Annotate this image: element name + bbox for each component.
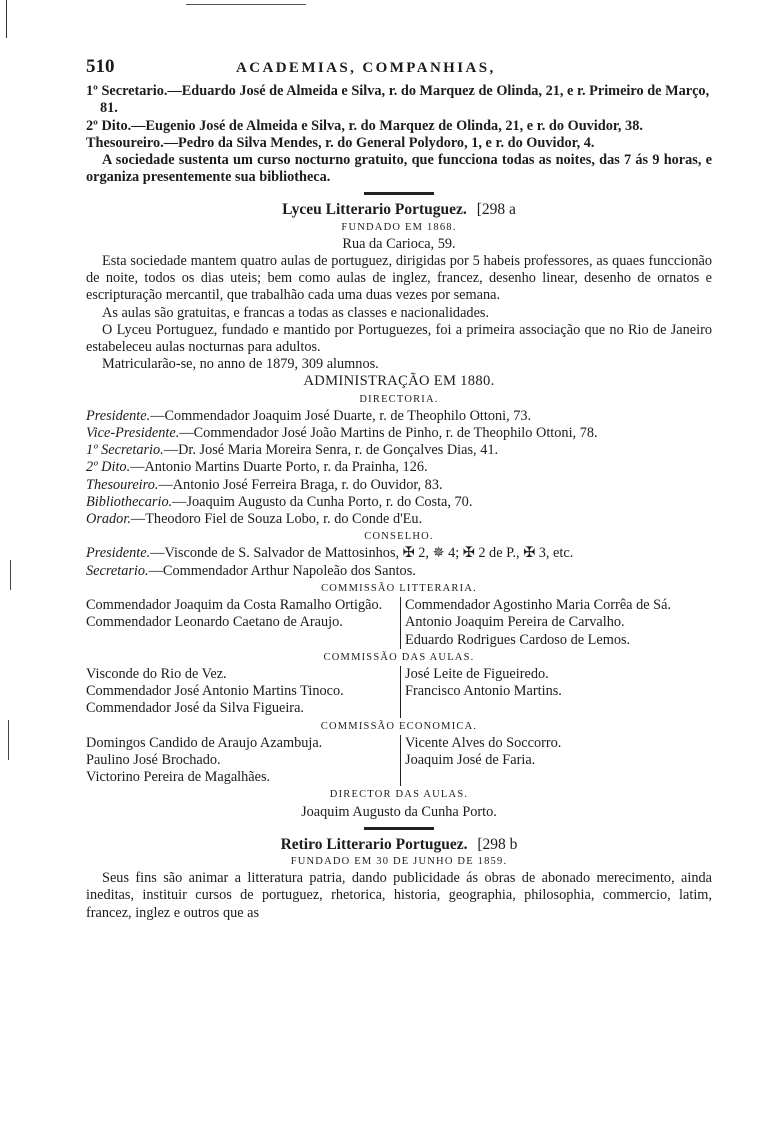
member-line: [86, 477, 712, 494]
page-header: [86, 58, 712, 77]
document-page: [86, 58, 712, 922]
institution-name: Lyceu Litterario Portuguez.: [282, 201, 467, 219]
page-edge-mark: [6, 0, 7, 38]
member-name: Visconde do Rio de Vez.: [86, 665, 227, 682]
institution-name: Retiro Litterario Portuguez.: [280, 835, 468, 853]
member-name: Francisco Antonio Martins.: [405, 683, 562, 700]
member-text: —Theodoro Fiel de Souza Lobo, r. do Conde d'Eu.: [130, 511, 423, 528]
member-line: [86, 563, 712, 580]
member-line: [86, 511, 712, 528]
entry-line: 1º Secretario.—Eduardo José de Almeida e Silva, r. do Marquez de Olinda, 21, e r. Primeiro de Março, 81.: [86, 83, 710, 117]
member-text: —Dr. José Maria Moreira Senra, r. de Gonçalves Dias, 41.: [163, 442, 499, 459]
entry-line: 2º Dito.—Eugenio José de Almeida e Silva, r. do Marquez de Olinda, 21, e r. do Ouvidor, 38.: [86, 117, 643, 134]
directoria-heading: DIRECTORIA.: [359, 393, 439, 405]
paragraph: Esta sociedade mantem quatro aulas de portuguez, dirigidas por 5 habeis professores, as quaes funccionão de noite, todos os dias uteis; bem como aulas de inglez, francez, desenho linear, desenho de ornatos e escripturação mercantil, que trabalhão cada uma duas vezes por semana.: [86, 253, 712, 304]
member-name: José Leite de Figueiredo.: [405, 665, 549, 682]
member-text: —Commendador Arthur Napoleão dos Santos.: [148, 562, 416, 579]
paragraph: O Lyceu Portuguez, fundado e mantido por Portuguezes, foi a primeira associação que no Rio de Janeiro estabeleceu aulas nocturnas para adultos.: [86, 321, 712, 356]
conselho-list: [86, 545, 712, 579]
member-line: [86, 545, 712, 562]
member-role: Thesoureiro.: [86, 476, 159, 493]
column-left: [86, 735, 401, 787]
paragraph: Seus fins são animar a litteratura patria, dando publicidade ás obras de abonado merecimento, ainda ineditas, instituir cursos de portuguez, rhetorica, historia, geographia, philosophia, commercio, latim, francez, inglez e outros que as: [86, 870, 712, 921]
paragraph: As aulas são gratuitas, e francas a todas as classes e nacionalidades.: [102, 304, 490, 321]
institution-code: [298 b: [477, 835, 518, 853]
member-text: —Commendador José João Martins de Pinho, r. de Theophilo Ottoni, 78.: [179, 425, 598, 442]
page-edge-mark: [8, 720, 9, 760]
member-name: Domingos Candido de Araujo Azambuja.: [86, 734, 323, 751]
member-name: Commendador Agostinho Maria Corrêa de Sá.: [405, 597, 672, 614]
administration-heading: ADMINISTRAÇÃO EM 1880.: [303, 373, 495, 390]
institution-title: [86, 836, 712, 853]
entry-line: Thesoureiro.—Pedro da Silva Mendes, r. do General Polydoro, 1, e r. do Ouvidor, 4.: [86, 134, 595, 151]
member-role: 1º Secretario.: [86, 442, 164, 459]
member-line: [86, 408, 712, 425]
column-right: [401, 735, 712, 787]
page-edge-mark: [10, 560, 11, 590]
member-name: Commendador José Antonio Martins Tinoco.: [86, 683, 344, 700]
member-text: —Visconde de S. Salvador de Mattosinhos, ✠ 2, ✵ 4; ✠ 2 de P., ✠ 3, etc.: [150, 545, 574, 562]
institution-title: [86, 201, 712, 218]
section-rule: [364, 192, 434, 195]
section-rule: [364, 827, 434, 830]
founded-line: FUNDADO EM 30 DE JUNHO DE 1859.: [290, 855, 508, 867]
member-line: [86, 442, 712, 459]
column-right: [401, 666, 712, 718]
paragraph: Matricularão-se, no anno de 1879, 309 alumnos.: [102, 356, 379, 373]
member-text: —Joaquim Augusto da Cunha Porto, r. do Costa, 70.: [172, 493, 473, 510]
running-title: ACADEMIAS, COMPANHIAS,: [236, 60, 496, 76]
aulas-heading: COMMISSÃO DAS AULAS.: [323, 651, 475, 663]
column-left: [86, 597, 401, 649]
member-name: Victorino Pereira de Magalhães.: [86, 769, 271, 786]
column-right: [401, 597, 712, 649]
address-line: Rua da Carioca, 59.: [342, 235, 456, 252]
economica-columns: [86, 735, 712, 787]
member-line: [86, 425, 712, 442]
institution-code: [298 a: [476, 201, 516, 219]
litteraria-columns: [86, 597, 712, 649]
member-text: —Commendador Joaquim José Duarte, r. de Theophilo Ottoni, 73.: [150, 407, 532, 424]
litteraria-heading: COMMISSÃO LITTERARIA.: [321, 582, 477, 594]
page-number: 510: [86, 56, 115, 77]
member-name: Commendador Joaquim da Costa Ramalho Ortigão.: [86, 597, 383, 614]
member-name: Paulino José Brochado.: [86, 751, 221, 768]
director-heading: DIRECTOR DAS AULAS.: [329, 789, 469, 801]
top-rule: [186, 4, 306, 5]
member-role: 2º Dito.: [86, 459, 131, 476]
member-role: Secretario.: [86, 562, 149, 579]
directoria-list: [86, 408, 712, 528]
member-role: Vice-Presidente.: [86, 425, 180, 442]
entry-paragraph: A sociedade sustenta um curso nocturno gratuito, que funcciona todas as noites, das 7 ás 9 horas, e organiza presentemente sua bibliotheca.: [86, 152, 712, 186]
previous-entry: [86, 83, 712, 186]
member-name: Commendador José da Silva Figueira.: [86, 700, 304, 717]
member-name: Joaquim José de Faria.: [405, 751, 536, 768]
column-left: [86, 666, 401, 718]
member-role: Presidente.: [86, 407, 151, 424]
member-name: Eduardo Rodrigues Cardoso de Lemos.: [405, 631, 631, 648]
member-text: —Antonio José Ferreira Braga, r. do Ouvidor, 83.: [158, 476, 443, 493]
member-role: Orador.: [86, 511, 131, 528]
economica-heading: COMMISSÃO ECONOMICA.: [320, 720, 478, 732]
aulas-columns: [86, 666, 712, 718]
conselho-heading: CONSELHO.: [364, 531, 434, 543]
member-text: —Antonio Martins Duarte Porto, r. da Prainha, 126.: [130, 459, 428, 476]
member-name: Commendador Leonardo Caetano de Araujo.: [86, 614, 343, 631]
member-line: [86, 494, 712, 511]
member-name: Vicente Alves do Soccorro.: [405, 734, 562, 751]
founded-line: FUNDADO EM 1868.: [341, 221, 457, 233]
member-line: [86, 459, 712, 476]
member-name: Antonio Joaquim Pereira de Carvalho.: [405, 614, 625, 631]
director-name: Joaquim Augusto da Cunha Porto.: [301, 803, 497, 820]
member-role: Presidente.: [86, 545, 151, 562]
member-role: Bibliothecario.: [86, 493, 173, 510]
